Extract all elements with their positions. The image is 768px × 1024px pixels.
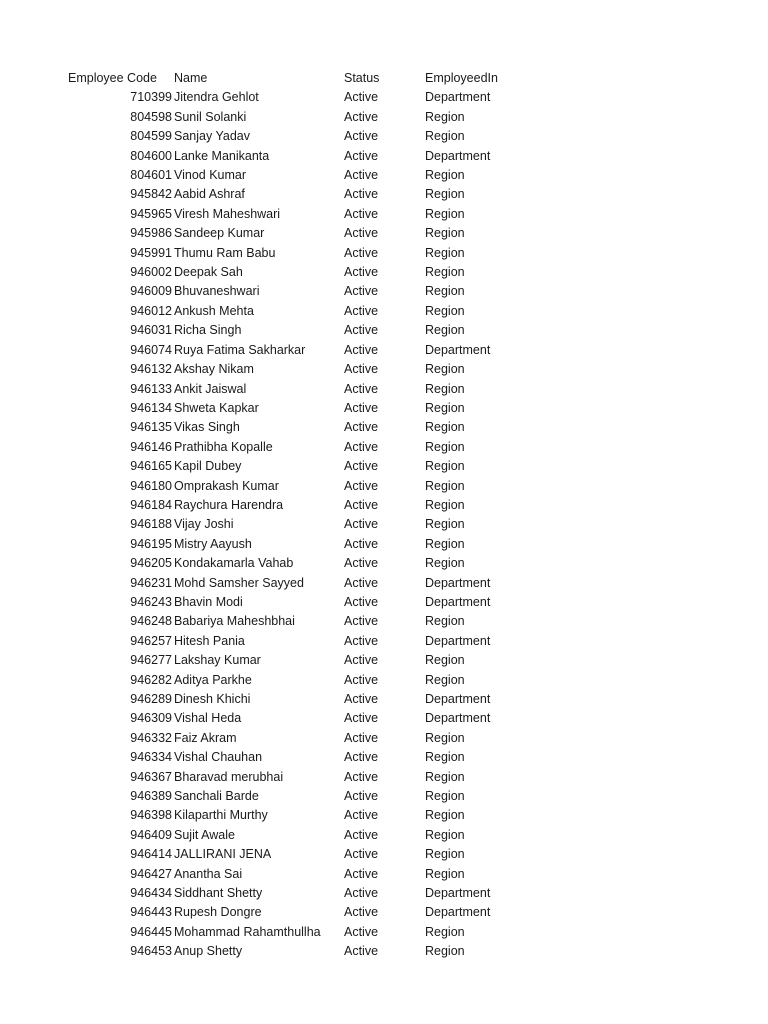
cell-name: Kilaparthi Murthy (174, 808, 268, 823)
table-row (68, 244, 628, 263)
table-row (68, 574, 628, 593)
cell-employed-in: Region (425, 769, 465, 784)
cell-name: Omprakash Kumar (174, 478, 279, 493)
cell-employed-in: Region (425, 459, 465, 474)
cell-name: Mohammad Rahamthullha (174, 924, 321, 939)
cell-status: Active (344, 536, 379, 551)
cell-employee-code: 946453 (130, 944, 172, 959)
table-row (68, 612, 628, 631)
cell-employed-in: Region (425, 400, 465, 415)
cell-employed-in: Region (425, 789, 465, 804)
cell-employed-in: Region (425, 206, 465, 221)
cell-employed-in: Region (425, 944, 465, 959)
cell-name: Kondakamarla Vahab (174, 556, 294, 571)
cell-name: Aditya Parkhe (174, 672, 252, 687)
cell-employee-code: 946445 (130, 924, 172, 939)
cell-status: Active (344, 342, 379, 357)
cell-employee-code: 710399 (130, 90, 172, 105)
cell-name: Mistry Aayush (174, 536, 252, 551)
cell-name: Sanjay Yadav (174, 129, 250, 144)
table-row (68, 282, 628, 301)
table-body (68, 88, 628, 961)
cell-employee-code: 804601 (130, 168, 172, 183)
cell-employee-code: 946389 (130, 789, 172, 804)
cell-name: Akshay Nikam (174, 362, 254, 377)
cell-employed-in: Region (425, 730, 465, 745)
cell-status: Active (344, 109, 379, 124)
cell-employed-in: Region (425, 808, 465, 823)
cell-name: Viresh Maheshwari (174, 206, 281, 221)
cell-name: Hitesh Pania (174, 633, 245, 648)
cell-employed-in: Department (425, 886, 491, 901)
cell-employee-code: 946257 (130, 633, 172, 648)
table-row (68, 302, 628, 321)
cell-status: Active (344, 672, 379, 687)
table-row (68, 806, 628, 825)
cell-status: Active (344, 400, 379, 415)
cell-status: Active (344, 866, 379, 881)
cell-employed-in: Region (425, 226, 465, 241)
cell-employed-in: Region (425, 109, 465, 124)
table-row (68, 127, 628, 146)
cell-status: Active (344, 284, 379, 299)
cell-employee-code: 946132 (130, 362, 172, 377)
cell-status: Active (344, 789, 379, 804)
cell-employed-in: Region (425, 827, 465, 842)
cell-name: Raychura Harendra (174, 497, 284, 512)
cell-employee-code: 946398 (130, 808, 172, 823)
cell-name: Anup Shetty (174, 944, 243, 959)
cell-employed-in: Region (425, 478, 465, 493)
cell-status: Active (344, 692, 379, 706)
table-row (68, 923, 628, 942)
cell-employed-in: Region (425, 750, 465, 765)
cell-employed-in: Department (425, 90, 491, 105)
cell-name: Kapil Dubey (174, 459, 242, 474)
cell-status: Active (344, 711, 379, 726)
header-employee-code: Employee Code (68, 71, 157, 85)
cell-status: Active (344, 614, 379, 629)
cell-status: Active (344, 226, 379, 241)
cell-employee-code: 804598 (130, 109, 172, 124)
cell-employee-code: 946427 (130, 866, 172, 881)
cell-name: Shweta Kapkar (174, 400, 259, 415)
cell-name: Sujit Awale (174, 827, 235, 842)
cell-name: Sanchali Barde (174, 789, 259, 804)
cell-employee-code: 946146 (130, 439, 172, 454)
cell-employee-code: 946205 (130, 556, 172, 571)
cell-employee-code: 945965 (130, 206, 172, 221)
cell-name: Babariya Maheshbhai (174, 614, 295, 629)
cell-status: Active (344, 730, 379, 745)
table-row (68, 224, 628, 243)
cell-name: Bharavad merubhai (174, 769, 284, 784)
cell-employee-code: 946180 (130, 478, 172, 493)
cell-employed-in: Region (425, 323, 465, 338)
header-name: Name (174, 71, 208, 85)
table-row (68, 845, 628, 864)
cell-name: Vijay Joshi (174, 517, 234, 532)
cell-status: Active (344, 808, 379, 823)
table-row (68, 321, 628, 340)
cell-status: Active (344, 168, 379, 183)
table-row (68, 826, 628, 845)
table-row (68, 360, 628, 379)
cell-name: Faiz Akram (174, 730, 237, 745)
cell-name: Sandeep Kumar (174, 226, 265, 241)
cell-employed-in: Department (425, 575, 491, 590)
table-row (68, 593, 628, 612)
table-row (68, 147, 628, 166)
cell-name: Siddhant Shetty (174, 886, 263, 901)
cell-employed-in: Region (425, 536, 465, 551)
cell-status: Active (344, 362, 379, 377)
cell-employed-in: Region (425, 187, 465, 202)
cell-employee-code: 946135 (130, 420, 172, 435)
cell-name: Ruya Fatima Sakharkar (174, 342, 306, 357)
cell-status: Active (344, 847, 379, 862)
cell-employee-code: 946409 (130, 827, 172, 842)
cell-status: Active (344, 905, 379, 920)
cell-employed-in: Region (425, 556, 465, 571)
cell-employed-in: Region (425, 924, 465, 939)
cell-employed-in: Region (425, 672, 465, 687)
table-row (68, 884, 628, 903)
cell-employee-code: 946195 (130, 536, 172, 551)
header-status: Status (344, 71, 380, 85)
cell-status: Active (344, 265, 379, 280)
cell-status: Active (344, 381, 379, 396)
table-row (68, 438, 628, 457)
cell-employee-code: 946031 (130, 323, 172, 338)
table-row (68, 380, 628, 399)
cell-name: Rupesh Dongre (174, 905, 262, 920)
cell-status: Active (344, 944, 379, 959)
cell-employed-in: Region (425, 497, 465, 512)
cell-status: Active (344, 439, 379, 454)
cell-employee-code: 946243 (130, 594, 172, 609)
cell-name: Vishal Chauhan (174, 750, 263, 765)
table-row (68, 515, 628, 534)
cell-employed-in: Region (425, 303, 465, 318)
cell-status: Active (344, 187, 379, 202)
cell-name: Sunil Solanki (174, 109, 247, 124)
cell-employee-code: 946165 (130, 459, 172, 474)
cell-employee-code: 946012 (130, 303, 172, 318)
cell-name: Ankush Mehta (174, 303, 254, 318)
cell-employee-code: 946188 (130, 517, 172, 532)
cell-employee-code: 946133 (130, 381, 172, 396)
cell-employed-in: Department (425, 905, 491, 920)
cell-name: Vikas Singh (174, 420, 240, 435)
cell-employed-in: Region (425, 129, 465, 144)
table-row (68, 399, 628, 418)
cell-employee-code: 946134 (130, 400, 172, 415)
table-row (68, 671, 628, 690)
cell-name: Ankit Jaiswal (174, 381, 247, 396)
cell-status: Active (344, 886, 379, 901)
cell-name: Mohd Samsher Sayyed (174, 575, 304, 590)
cell-employed-in: Department (425, 692, 491, 706)
cell-name: Prathibha Kopalle (174, 439, 273, 454)
cell-employed-in: Region (425, 866, 465, 881)
cell-status: Active (344, 148, 379, 163)
cell-name: Jitendra Gehlot (174, 90, 259, 105)
table-row (68, 457, 628, 476)
cell-employed-in: Region (425, 381, 465, 396)
cell-name: Lakshay Kumar (174, 653, 261, 668)
cell-name: Vinod Kumar (174, 168, 247, 183)
cell-employed-in: Region (425, 517, 465, 532)
cell-status: Active (344, 750, 379, 765)
cell-employee-code: 946334 (130, 750, 172, 765)
cell-status: Active (344, 575, 379, 590)
cell-name: Anantha Sai (174, 866, 243, 881)
table-row (68, 535, 628, 554)
cell-status: Active (344, 556, 379, 571)
table-header-row (68, 69, 628, 88)
cell-employed-in: Region (425, 265, 465, 280)
cell-name: Richa Singh (174, 323, 242, 338)
cell-status: Active (344, 769, 379, 784)
cell-employed-in: Region (425, 168, 465, 183)
cell-employee-code: 946282 (130, 672, 172, 687)
cell-employed-in: Region (425, 245, 465, 260)
table-row (68, 729, 628, 748)
table-row (68, 748, 628, 767)
cell-employee-code: 945991 (130, 245, 172, 260)
cell-name: Dinesh Khichi (174, 692, 251, 706)
cell-name: JALLIRANI JENA (174, 847, 272, 862)
cell-employed-in: Region (425, 847, 465, 862)
cell-employee-code: 804600 (130, 148, 172, 163)
cell-employed-in: Department (425, 594, 491, 609)
table-row (68, 166, 628, 185)
cell-employee-code: 946367 (130, 769, 172, 784)
cell-employee-code: 946248 (130, 614, 172, 629)
cell-name: Lanke Manikanta (174, 148, 270, 163)
cell-employee-code: 945842 (130, 187, 172, 202)
cell-status: Active (344, 827, 379, 842)
cell-status: Active (344, 517, 379, 532)
cell-employee-code: 946009 (130, 284, 172, 299)
table-row (68, 108, 628, 127)
table-row (68, 709, 628, 728)
cell-name: Thumu Ram Babu (174, 245, 276, 260)
table-row (68, 651, 628, 670)
cell-employee-code: 946277 (130, 653, 172, 668)
cell-status: Active (344, 129, 379, 144)
employee-table (68, 69, 628, 962)
cell-status: Active (344, 245, 379, 260)
table-row (68, 903, 628, 922)
cell-employee-code: 946074 (130, 342, 172, 357)
cell-status: Active (344, 594, 379, 609)
cell-status: Active (344, 633, 379, 648)
table-row (68, 477, 628, 496)
cell-employee-code: 946231 (130, 575, 172, 590)
cell-name: Aabid Ashraf (174, 187, 245, 202)
table-row (68, 942, 628, 961)
cell-status: Active (344, 420, 379, 435)
cell-employed-in: Region (425, 284, 465, 299)
cell-employed-in: Department (425, 342, 491, 357)
table-row (68, 690, 628, 709)
cell-status: Active (344, 653, 379, 668)
cell-employee-code: 946332 (130, 730, 172, 745)
cell-employee-code: 946443 (130, 905, 172, 920)
cell-status: Active (344, 90, 379, 105)
cell-status: Active (344, 206, 379, 221)
cell-employed-in: Region (425, 653, 465, 668)
cell-name: Deepak Sah (174, 265, 243, 280)
cell-name: Vishal Heda (174, 711, 242, 726)
table-row (68, 88, 628, 107)
table-row (68, 185, 628, 204)
cell-name: Bhavin Modi (174, 594, 243, 609)
table-row (68, 418, 628, 437)
table-row (68, 496, 628, 515)
cell-employee-code: 946289 (130, 692, 172, 706)
cell-employee-code: 945986 (130, 226, 172, 241)
cell-status: Active (344, 303, 379, 318)
table-row (68, 632, 628, 651)
cell-status: Active (344, 497, 379, 512)
cell-employee-code: 946002 (130, 265, 172, 280)
cell-status: Active (344, 459, 379, 474)
table-row (68, 341, 628, 360)
cell-status: Active (344, 924, 379, 939)
cell-employed-in: Department (425, 633, 491, 648)
table-row (68, 768, 628, 787)
cell-name: Bhuvaneshwari (174, 284, 260, 299)
cell-employee-code: 946434 (130, 886, 172, 901)
table-row (68, 205, 628, 224)
cell-status: Active (344, 478, 379, 493)
cell-employed-in: Region (425, 362, 465, 377)
cell-employee-code: 804599 (130, 129, 172, 144)
cell-status: Active (344, 323, 379, 338)
table-row (68, 554, 628, 573)
cell-employed-in: Region (425, 439, 465, 454)
cell-employee-code: 946309 (130, 711, 172, 726)
cell-employed-in: Region (425, 420, 465, 435)
table-row (68, 263, 628, 282)
table-row (68, 865, 628, 884)
cell-employed-in: Department (425, 711, 491, 726)
cell-employed-in: Department (425, 148, 491, 163)
cell-employed-in: Region (425, 614, 465, 629)
cell-employee-code: 946414 (130, 847, 172, 862)
header-employed-in: EmployeedIn (425, 71, 498, 85)
table-row (68, 787, 628, 806)
cell-employee-code: 946184 (130, 497, 172, 512)
